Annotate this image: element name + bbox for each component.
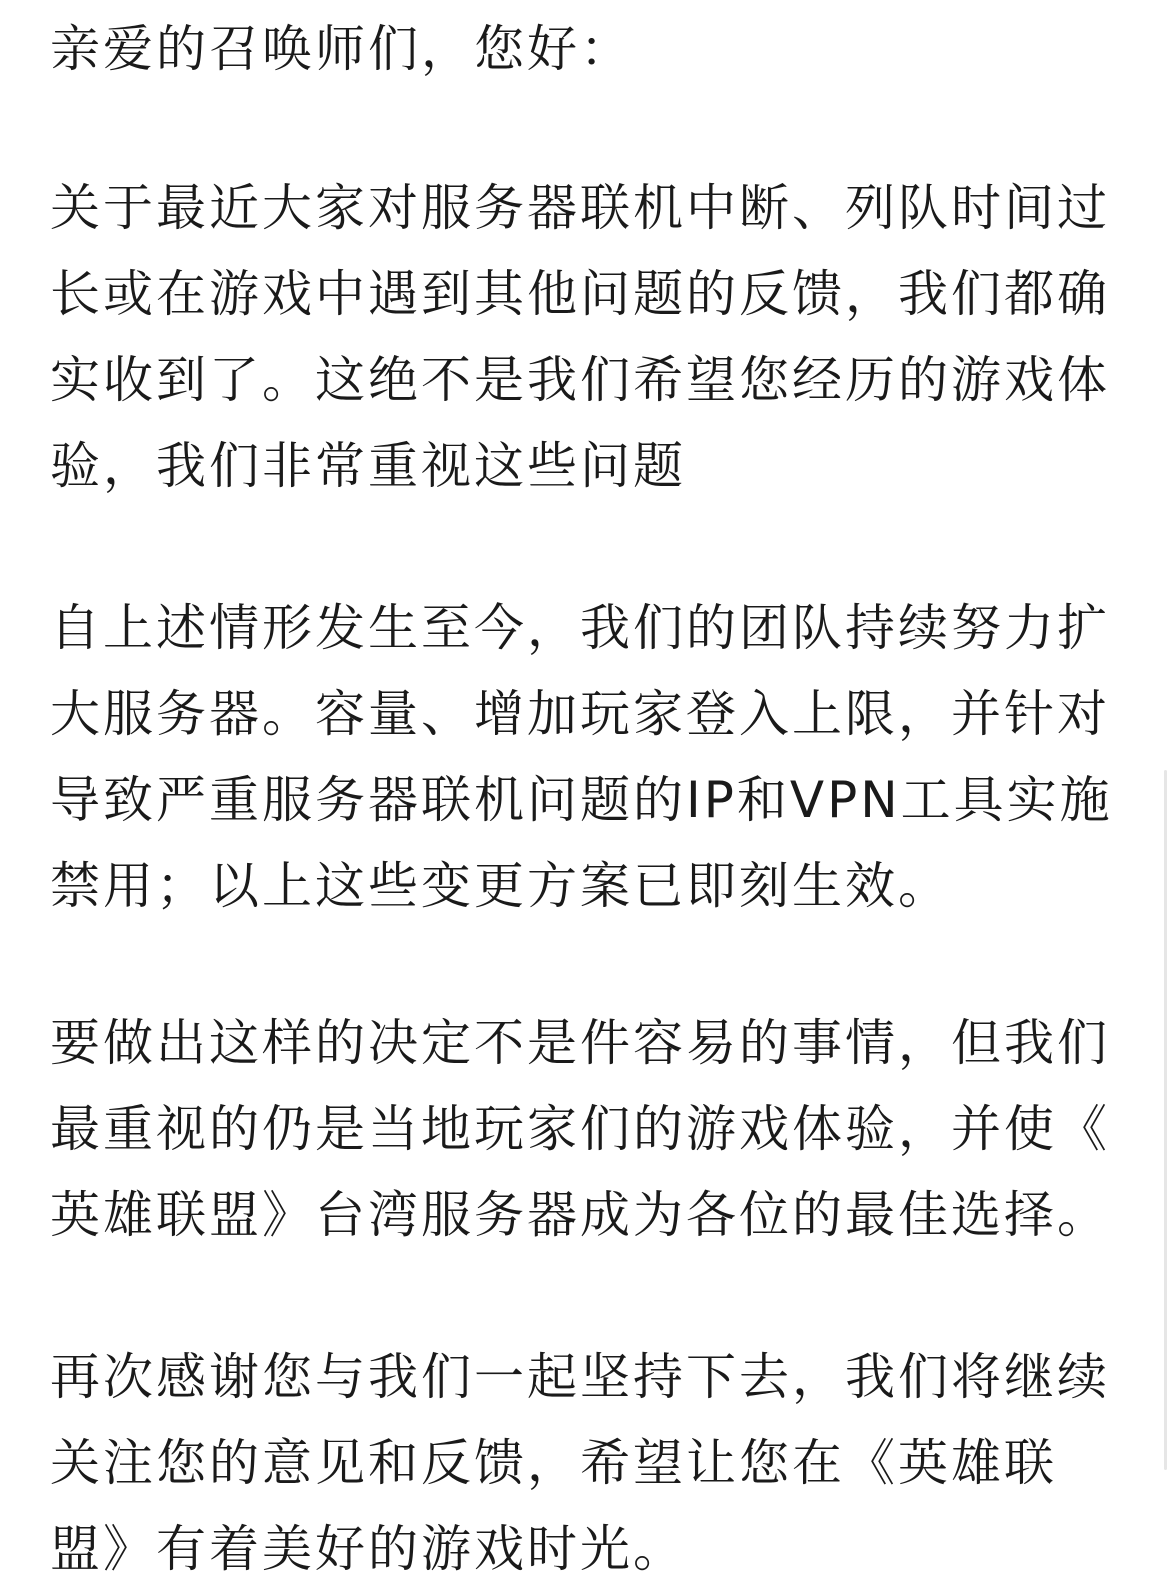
text-line: 实收到了。这绝不是我们希望您经历的游戏体 <box>50 351 1110 409</box>
text-line: 关注您的意见和反馈，希望让您在《英雄联 <box>50 1434 1057 1492</box>
scrollbar[interactable] <box>1164 770 1167 1470</box>
text-line: 再次感谢您与我们一起坚持下去，我们将继续 <box>50 1348 1110 1406</box>
text-line: 关于最近大家对服务器联机中断、列队时间过 <box>50 179 1110 237</box>
text-line: 导致严重服务器联机问题的IP和VPN工具实施 <box>50 771 1113 829</box>
paragraph-decision <box>50 1000 1110 1258</box>
text-line: 最重视的仍是当地玩家们的游戏体验，并使《 <box>50 1100 1110 1158</box>
text-line: 长或在游戏中遇到其他问题的反馈，我们都确 <box>50 265 1110 323</box>
greeting-line: 亲爱的召唤师们，您好： <box>50 20 633 78</box>
paragraph-server-expansion <box>50 585 1113 929</box>
text-line: 大服务器。容量、增加玩家登入上限，并针对 <box>50 685 1110 743</box>
text-line: 自上述情形发生至今，我们的团队持续努力扩 <box>50 599 1110 657</box>
text-line: 验，我们非常重视这些问题 <box>50 437 686 495</box>
text-line: 盟》有着美好的游戏时光。 <box>50 1520 686 1578</box>
paragraph-server-feedback <box>50 165 1110 509</box>
paragraph-thanks <box>50 1334 1110 1592</box>
text-line: 要做出这样的决定不是件容易的事情，但我们 <box>50 1014 1110 1072</box>
text-line: 禁用；以上这些变更方案已即刻生效。 <box>50 857 951 915</box>
text-line: 英雄联盟》台湾服务器成为各位的最佳选择。 <box>50 1186 1110 1244</box>
